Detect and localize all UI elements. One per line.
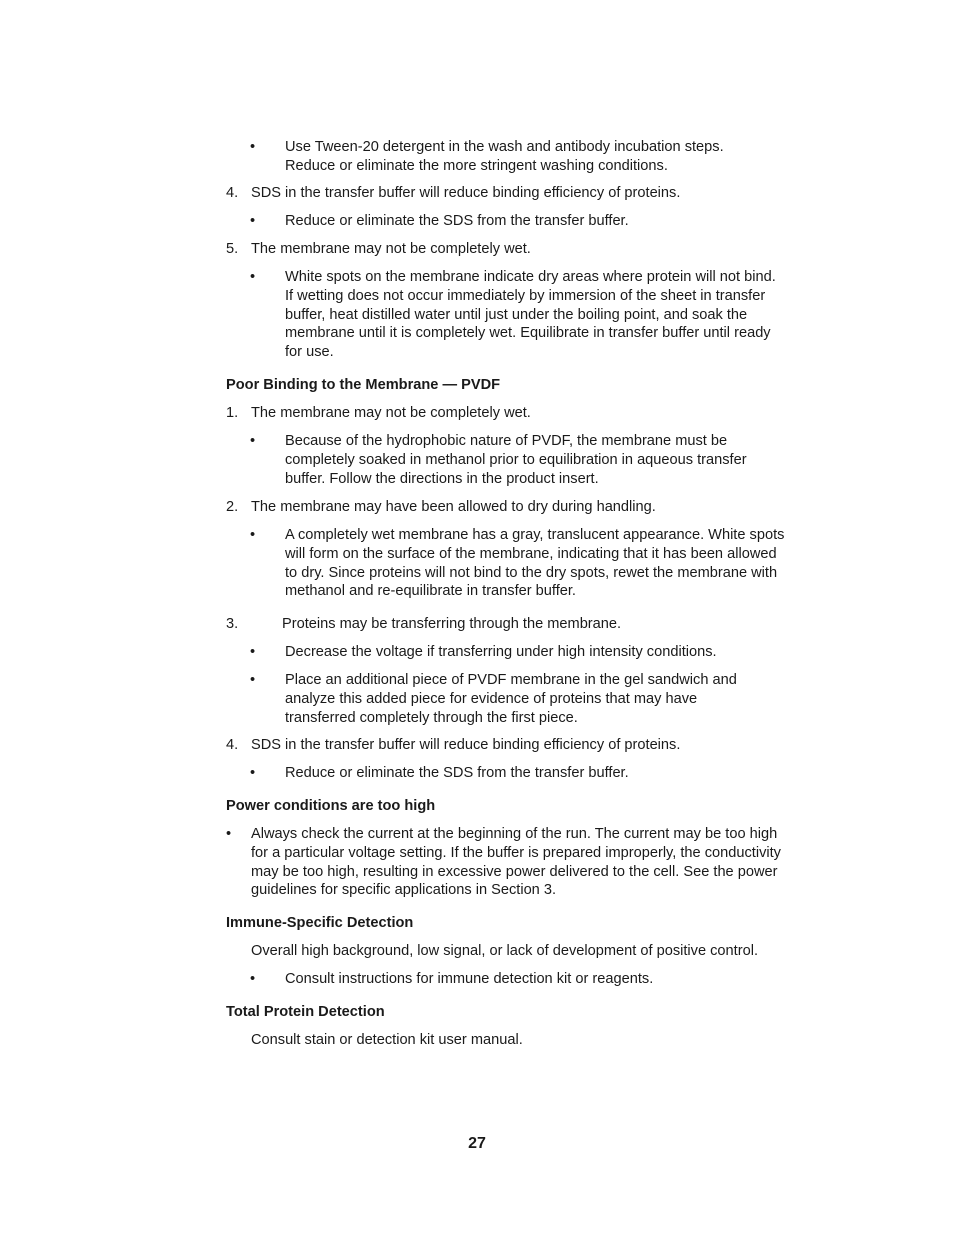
bullet-text: Reduce or eliminate the SDS from the transfer buffer. bbox=[285, 765, 629, 781]
bullet-marker: • bbox=[226, 826, 232, 842]
bullet-marker: • bbox=[250, 672, 256, 688]
bullet-marker: • bbox=[250, 971, 256, 987]
bullet-marker: • bbox=[250, 139, 256, 155]
bullet-text: Consult instructions for immune detection kit or reagents. bbox=[285, 971, 654, 987]
list-number: 4. bbox=[226, 185, 239, 201]
section-heading-pvdf: Poor Binding to the Membrane — PVDF bbox=[226, 377, 501, 393]
list-number: 2. bbox=[226, 499, 239, 515]
page-number: 27 bbox=[468, 1135, 486, 1152]
bullet-text: A completely wet membrane has a gray, translucent appearance. White spots will form on the surface of the membrane, indicating that it has been allowed to dry. Since proteins will not bind to the dry spots, rewet the membrane with methanol and re-equilibrate in transfer buffer. bbox=[285, 527, 785, 600]
bullet-text: Decrease the voltage if transferring under high intensity conditions. bbox=[285, 644, 717, 660]
bullet-marker: • bbox=[250, 269, 256, 285]
bullet-marker: • bbox=[250, 213, 256, 229]
list-number: 4. bbox=[226, 737, 239, 753]
section-heading-immune: Immune-Specific Detection bbox=[226, 915, 414, 931]
bullet-marker: • bbox=[250, 527, 256, 543]
list-item-text: Proteins may be transferring through the membrane. bbox=[282, 616, 622, 632]
bullet-text: White spots on the membrane indicate dry areas where protein will not bind. If wetting does not occur immediately by immersion of the sheet in transfer buffer, heat distilled water until just under the boiling point, and soak the membrane until it is completely wet. Equilibrate in transfer buffer until ready for use. bbox=[285, 269, 776, 361]
bullet-text: Reduce or eliminate the SDS from the transfer buffer. bbox=[285, 213, 629, 229]
list-item-text: The membrane may not be completely wet. bbox=[251, 241, 531, 257]
section-heading-total: Total Protein Detection bbox=[226, 1004, 385, 1020]
list-item-text: The membrane may not be completely wet. bbox=[251, 405, 531, 421]
tween-bullet-text: Use Tween-20 detergent in the wash and antibody incubation steps. Reduce or eliminate the more stringent washing conditions. bbox=[285, 139, 724, 174]
list-number: 1. bbox=[226, 405, 239, 421]
paragraph-text: Overall high background, low signal, or lack of development of positive control. bbox=[251, 943, 758, 959]
bullet-marker: • bbox=[250, 644, 256, 660]
list-number: 5. bbox=[226, 241, 239, 257]
bullet-text: Place an additional piece of PVDF membrane in the gel sandwich and analyze this added piece for evidence of proteins that may have transferred completely through the first piece. bbox=[285, 672, 737, 726]
bullet-text: Always check the current at the beginning of the run. The current may be too high for a particular voltage setting. If the buffer is prepared improperly, the conductivity may be too high, resulting in excessive power delivered to the cell. See the power guidelines for specific applications in Section 3. bbox=[251, 826, 781, 899]
list-item-text: SDS in the transfer buffer will reduce binding efficiency of proteins. bbox=[251, 737, 681, 753]
paragraph-text: Consult stain or detection kit user manual. bbox=[251, 1032, 523, 1048]
list-item-text: The membrane may have been allowed to dry during handling. bbox=[251, 499, 656, 515]
bullet-marker: • bbox=[250, 433, 256, 449]
list-number: 3. bbox=[226, 616, 239, 632]
bullet-text: Because of the hydrophobic nature of PVDF, the membrane must be completely soaked in methanol prior to equilibration in aqueous transfer buffer. Follow the directions in the product insert. bbox=[285, 433, 747, 487]
bullet-marker: • bbox=[250, 765, 256, 781]
list-item-text: SDS in the transfer buffer will reduce binding efficiency of proteins. bbox=[251, 185, 681, 201]
section-heading-power: Power conditions are too high bbox=[226, 798, 436, 814]
